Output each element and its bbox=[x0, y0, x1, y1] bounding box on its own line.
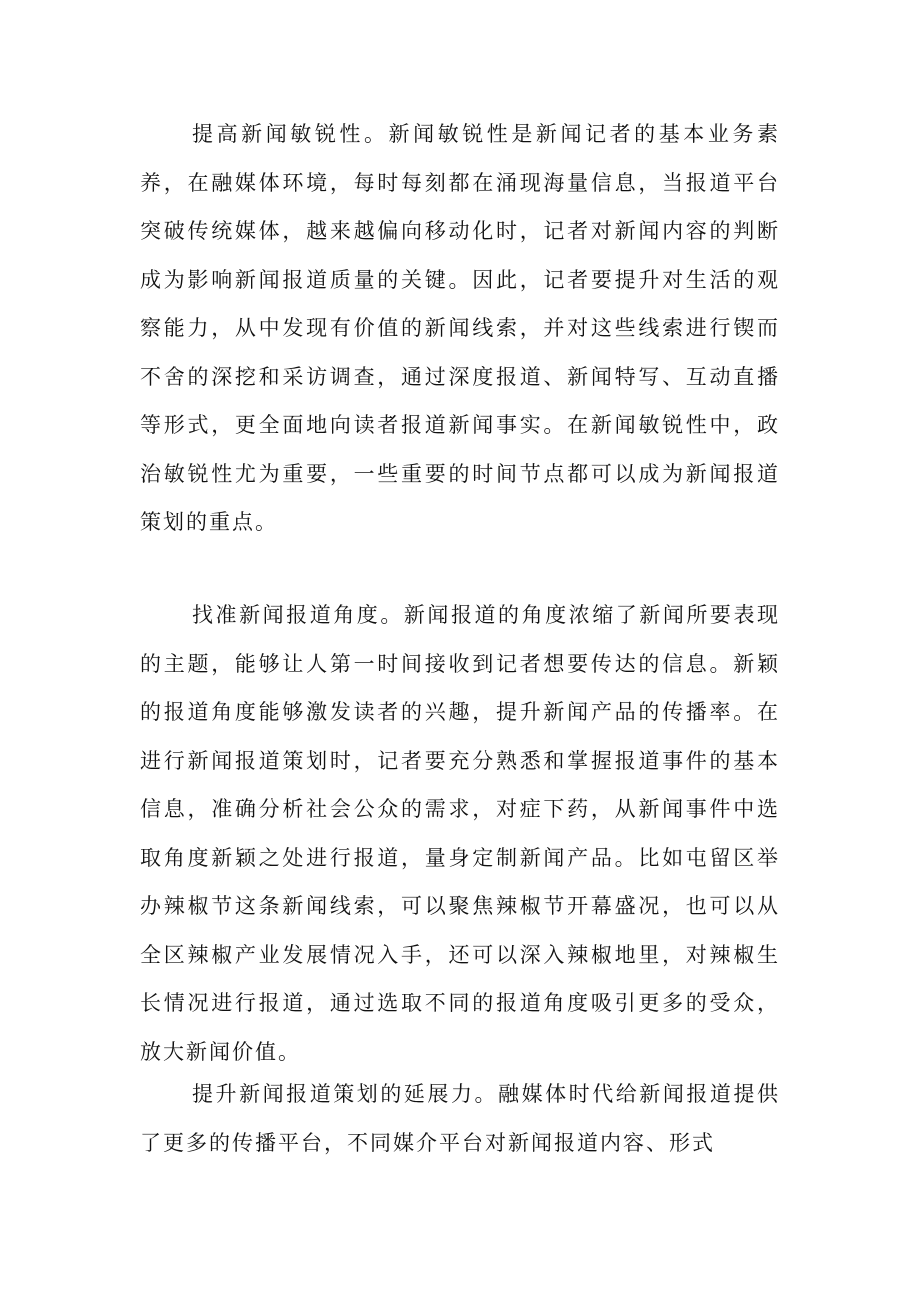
paragraph-planning-extension: 提升新闻报道策划的延展力。融媒体时代给新闻报道提供了更多的传播平台，不同媒介平台对新闻报道内容、形式 bbox=[140, 1082, 780, 1155]
paragraph-news-sensitivity: 提高新闻敏锐性。新闻敏锐性是新闻记者的基本业务素养，在融媒体环境，每时每刻都在涌现海量信息，当报道平台突破传统媒体，越来越偏向移动化时，记者对新闻内容的判断成为影响新闻报道质量的关键。因此，记者要提升对生活的观察能力，从中发现有价值的新闻线索，并对这些线索进行锲而不舍的深挖和采访调查，通过深度报道、新闻特写、互动直播等形式，更全面地向读者报道新闻事实。在新闻敏锐性中，政治敏锐性尤为重要，一些重要的时间节点都可以成为新闻报道策划的重点。 bbox=[140, 122, 780, 534]
paragraph-reporting-angle: 找准新闻报道角度。新闻报道的角度浓缩了新闻所要表现的主题，能够让人第一时间接收到记者想要传达的信息。新颖的报道角度能够激发读者的兴趣，提升新闻产品的传播率。在进行新闻报道策划时，记者要充分熟悉和掌握报道事件的基本信息，准确分析社会公众的需求，对症下药，从新闻事件中选取角度新颖之处进行报道，量身定制新闻产品。比如屯留区举办辣椒节这条新闻线索，可以聚焦辣椒节开幕盛况，也可以从全区辣椒产业发展情况入手，还可以深入辣椒地里，对辣椒生长情况进行报道，通过选取不同的报道角度吸引更多的受众，放大新闻价值。 bbox=[140, 603, 780, 1064]
